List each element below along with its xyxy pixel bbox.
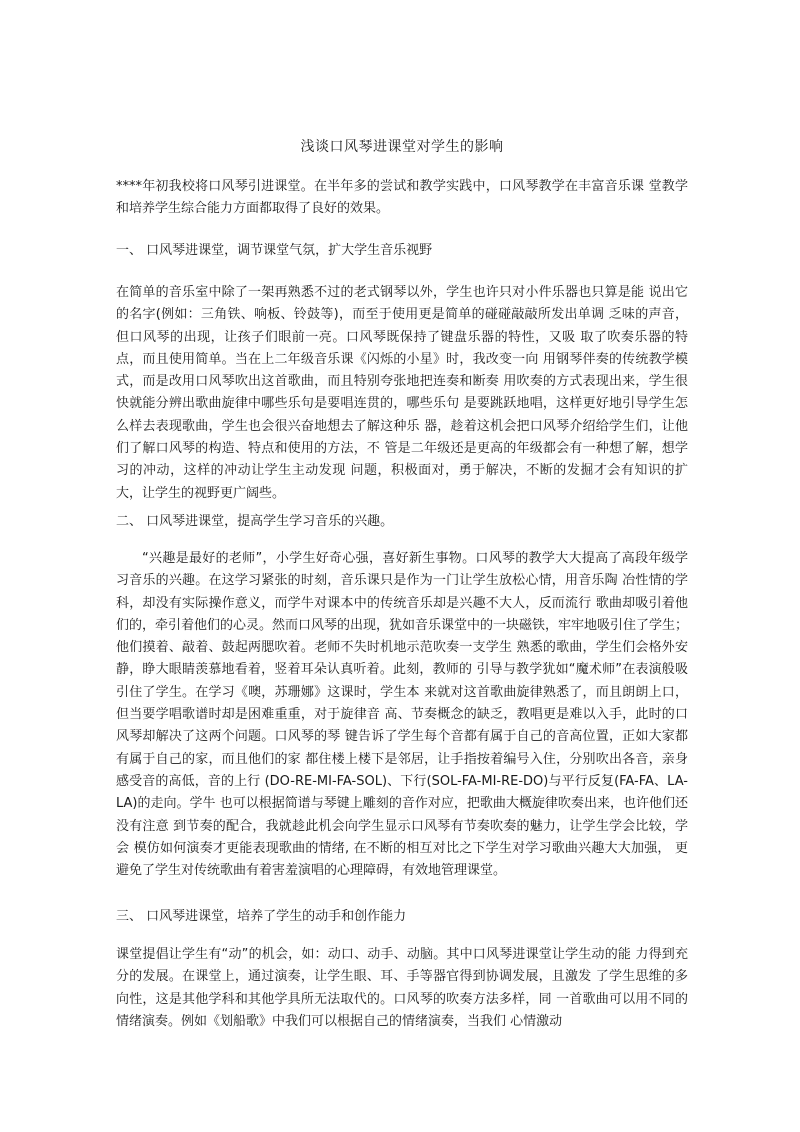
section-2-heading: 二、 口风琴进课堂，提高学生学习音乐的兴趣。 [116, 514, 394, 529]
intro-paragraph: ****年初我校将口风琴引进课堂。在半年多的尝试和教学实践中，口风琴教学在丰富音乐课 堂教学和培养学生综合能力方面都取得了良好的效果。 [116, 179, 688, 217]
section-2-paragraph: “兴趣是最好的老师”，小学生好奇心强，喜好新生事物。口风琴的教学大大提高了高段年级学习音乐的兴趣。在这学习紧张的时刻，音乐课只是作为一门让学生放松心情，用音乐陶 冶性情的学科，却没有实际操作意义，而学牛对课本中的传统音乐却是兴趣不大人，反而流行 歌曲却吸引着他们的，牵引着他们的心灵。然而口风琴的出现，犹如音乐课堂中的一块磁铁，牢牢地吸引住了学生；他们摸着、敲着、鼓起两腮吹着。老师不失时机地示范吹奏一支学生 熟悉的歌曲，学生们会格外安静，睁大眼睛羡慕地看着，竖着耳朵认真听着。此刻，教师的 引导与教学犹如“魔术师”在表演般吸引住了学生。在学习《噢，苏珊娜》这课时，学生本 来就对这首歌曲旋律熟悉了，而且朗朗上口，但当要学唱歌谱时却是困难重重，对于旋律音 高、节奏概念的缺乏，教唱更是难以入手，此时的口风琴却解决了这两个问题。口风琴的琴 键告诉了学生每个音都有属于自己的音高位置，正如大家都有属于自己的家，而且他们的家 都住楼上楼下是邻居，让手指按着编号入住，分别吹出各音，亲身感受音的高低，音的上行 (DO-RE-MI-FA-SOL)、下行(SOL-FA-MI-RE-DO)与平行反复(FA-FA、LA-LA)的走向。学牛 也可以根据简谱与琴键上雕刻的音作对应，把歌曲大概旋律吹奏出来，也许他们还没有注意 到节奏的配合，我就趁此机会向学生显示口风琴有节奏吹奏的魅力，让学生学会比较，学会 模仿如何演奏才更能表现歌曲的情绪, 在不断的相互对比之下学生对学习歌曲兴趣大大加强， 更避免了学生对传统歌曲有着害羞演唱的心理障碍，有效地管理课堂。 [116, 551, 689, 879]
section-3-paragraph: 课堂提倡让学生有“动”的机会，如：动口、动手、动脑。其中口风琴进课堂让学生动的能 力得到充分的发展。在课堂上，通过演奏，让学生眼、耳、手等器官得到协调发展，且激发 了学生思维的多向性，这是其他学科和其他学具所无法取代的。口风琴的吹奏方法多样，同 一首歌曲可以用不同的情绪演奏。例如《划船歌》中我们可以根据自己的情绪演奏，当我们 心情激动 [116, 947, 688, 1029]
section-1-paragraph: 在简单的音乐室中除了一架再熟悉不过的老式钢琴以外，学生也许只对小件乐器也只算是能 说出它的名字(例如：三角铁、响板、铃鼓等)，而至于使用更是简单的碰碰敲敲所发出单调 乏味的声音，但口风琴的出现，让孩子们眼前一亮。口风琴既保持了键盘乐器的特性，又吸 取了吹奏乐器的特点，而且使用简单。当在上二年级音乐课《闪烁的小星》时，我改变一向 用钢琴伴奏的传统教学模式，而是改用口风琴吹出这首歌曲，而且特别夸张地把连奏和断奏 用吹奏的方式表现出来，学生很快就能分辨出歌曲旋律中哪些乐句是要唱连贯的，哪些乐句 是要跳跃地唱，这样更好地引导学生怎么样去表现歌曲，学生也会很兴奋地想去了解这种乐 器，趁着这机会把口风琴介绍给学生们，让他们了解口风琴的构造、特点和使用的方法，不 管是二年级还是更高的年级都会有一种想了解，想学习的冲动，这样的冲动让学生主动发现 问题，积极面对，勇于解决，不断的发掘才会有知识的扩大，让学生的视野更广阔些。 [116, 285, 688, 501]
section-3-heading: 三、 口风琴进课堂，培养了学生的动手和创作能力 [116, 909, 407, 924]
section-1-heading: 一、 口风琴进课堂，调节课堂气氛，扩大学生音乐视野 [116, 243, 433, 258]
document-title: 浅谈口风琴进课堂对学生的影响 [300, 139, 504, 155]
